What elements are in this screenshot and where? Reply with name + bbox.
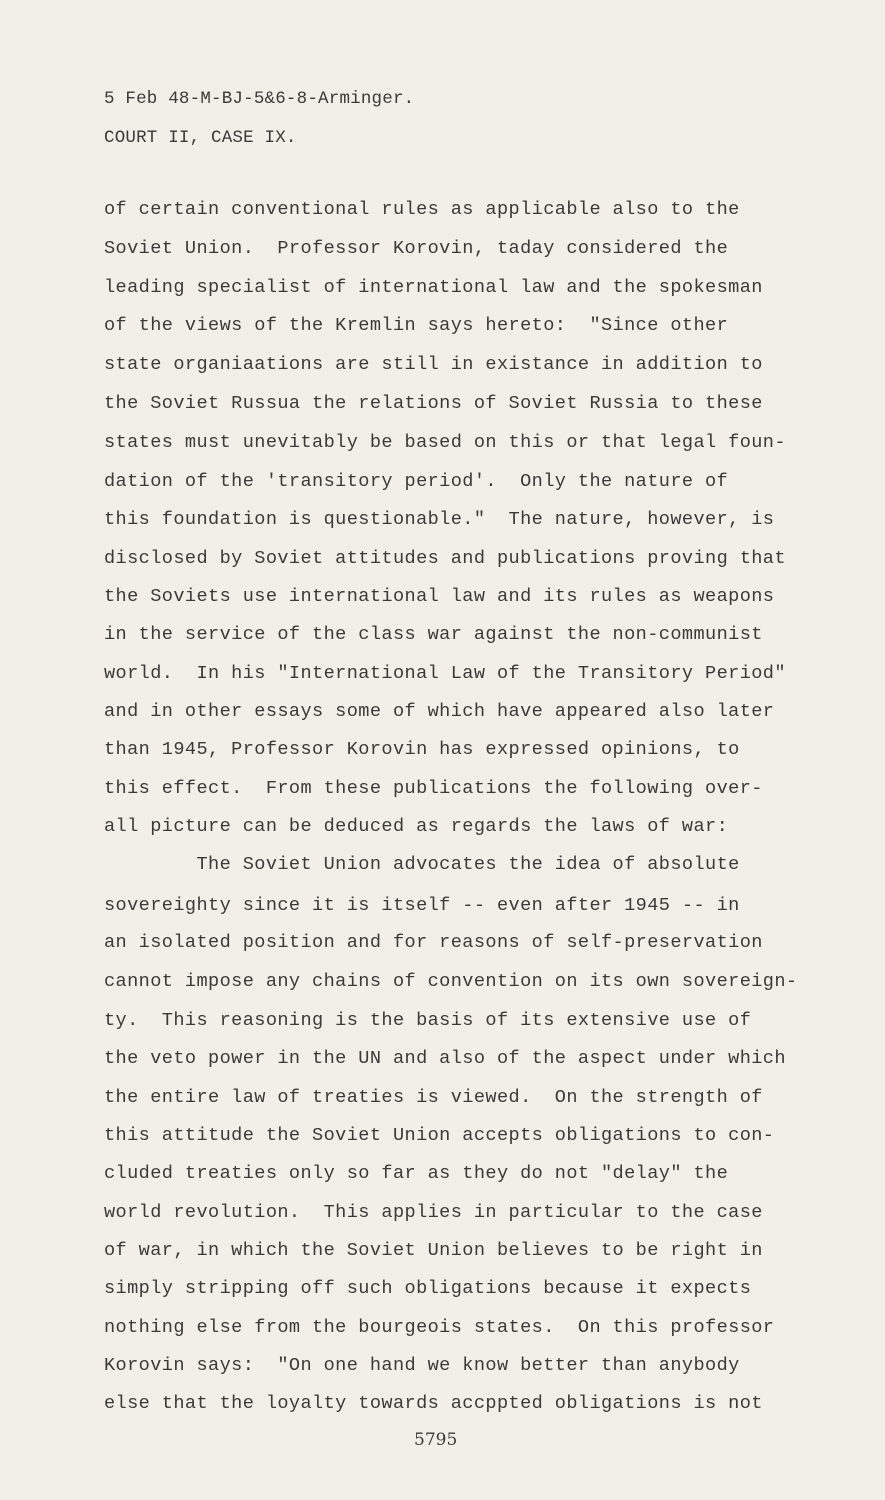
text-line: else that the loyalty towards accppted obligations is not [104,1393,763,1414]
text-line: this attitude the Soviet Union accepts obligations to con- [104,1125,775,1146]
text-line: the Soviets use international law and its rules as weapons [104,586,775,607]
text-line: an isolated position and for reasons of self-preservation [104,932,763,953]
text-line: the veto power in the UN and also of the aspect under which [104,1048,786,1069]
page-number: 5795 [414,1430,458,1450]
text-line: this effect. From these publications the following over- [104,778,763,799]
text-line: state organiaations are still in existance in addition to [104,354,763,375]
text-line: of the views of the Kremlin says hereto: "Since other [104,315,729,336]
text-line: of war, in which the Soviet Union believes to be right in [104,1240,763,1261]
text-line: cannot impose any chains of convention on its own sovereign- [104,971,798,992]
text-line: and in other essays some of which have appeared also later [104,701,775,722]
text-line: dation of the 'transitory period'. Only the nature of [104,471,729,492]
text-line: sovereighty since it is itself -- even after 1945 -- in [104,895,740,916]
text-line: states must unevitably be based on this or that legal foun- [104,432,786,453]
text-line: Korovin says: "On one hand we know better than anybody [104,1355,740,1376]
text-line: in the service of the class war against the non-communist [104,624,763,645]
text-line: nothing else from the bourgeois states. On this professor [104,1317,775,1338]
text-line: leading specialist of international law and the spokesman [104,277,763,298]
text-line: cluded treaties only so far as they do not "delay" the [104,1163,729,1184]
text-line: of certain conventional rules as applicable also to the [104,199,740,220]
file-reference: 5 Feb 48-M-BJ-5&6-8-Arminger. [104,89,415,109]
text-line: the entire law of treaties is viewed. On the strength of [104,1087,763,1108]
text-line: this foundation is questionable." The nature, however, is [104,509,775,530]
text-line: world. In his "International Law of the Transitory Period" [104,663,786,684]
text-line: world revolution. This applies in particular to the case [104,1202,763,1223]
text-line: all picture can be deduced as regards the laws of war: [104,816,729,837]
text-line: ty. This reasoning is the basis of its extensive use of [104,1010,752,1031]
text-line: than 1945, Professor Korovin has expressed opinions, to [104,739,740,760]
court-case-heading: COURT II, CASE IX. [104,128,297,148]
text-line: the Soviet Russua the relations of Soviet Russia to these [104,393,763,414]
text-line: Soviet Union. Professor Korovin, taday considered the [104,238,729,259]
text-line: The Soviet Union advocates the idea of absolute [104,854,740,875]
text-line: simply stripping off such obligations because it expects [104,1278,752,1299]
text-line: disclosed by Soviet attitudes and publications proving that [104,548,786,569]
